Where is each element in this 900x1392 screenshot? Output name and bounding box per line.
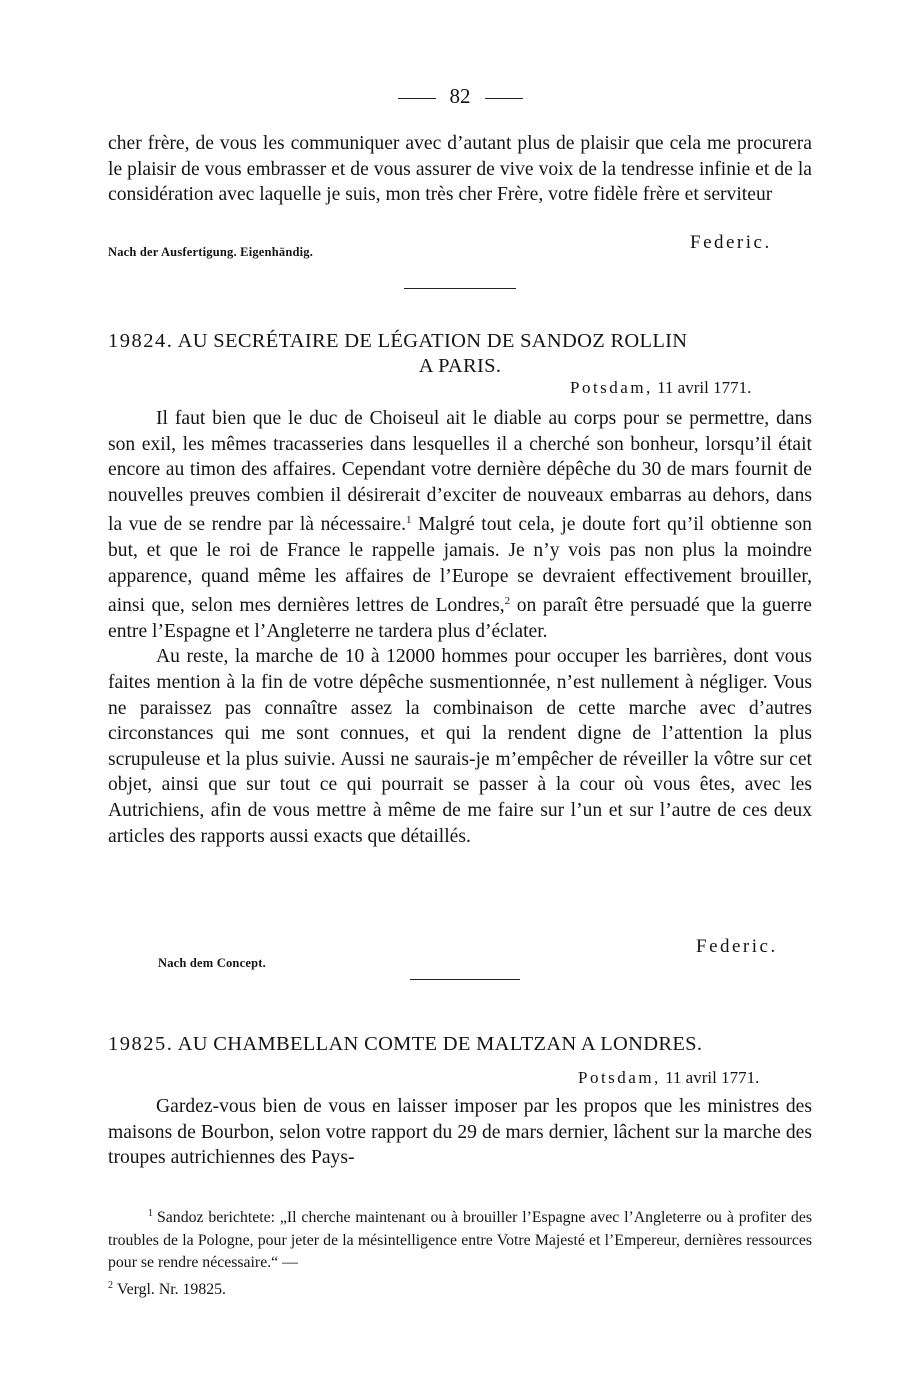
page-number-dash-right — [485, 98, 523, 99]
footnote-ref-2: 2 — [504, 595, 511, 608]
letter-19824-paragraph-2: Au reste, la marche de 10 à 12000 hommes pour occuper les barrières, dont vous faites mention à la fin de votre dépêche susmentionnée, n’est nullement à négliger. Vous ne paraissez pas connaître assez la combinaison de cette marche avec d’autres circonstances qui me sont connues, et qui la rendent digne de l’attention la plus scrupuleuse et la plus suivie. Aussi ne saurais-je m’empêcher de réveiller la vôtre sur cet objet, ainsi que sur tout ce qui pourrait se passer à la cour où vous êtes, avec les Autrichiens, afin de vous mettre à même de me faire sur l’un et sur l’autre de ces deux articles des rapports aussi exacts que détaillés. — [108, 646, 812, 847]
continuation-paragraph: cher frère, de vous les communiquer avec d’autant plus de plaisir que cela me procurera le plaisir de vous embrasser et de vous assurer de vive voix de la tendresse infinie et de la considération avec laquelle je suis, mon très cher Frère, votre fidèle frère et serviteur — [108, 133, 812, 206]
letter-19825-body — [108, 1094, 812, 1171]
letter-19824-source-note: Nach dem Concept. — [158, 956, 266, 970]
footnote-2 — [108, 1275, 812, 1302]
letter-19824-body — [108, 406, 812, 849]
page-number-value: 82 — [449, 84, 471, 108]
page-number-dash-left — [398, 98, 436, 99]
footnote-2-text: Vergl. Nr. 19825. — [117, 1280, 226, 1298]
letter-19824-heading — [108, 330, 812, 353]
letter-number: 19825. — [108, 1033, 174, 1055]
dateline-place: Potsdam, — [570, 378, 653, 397]
continuation-signature: Federic. — [690, 232, 772, 253]
footnote-2-mark: 2 — [108, 1279, 113, 1291]
section-divider-1 — [404, 288, 516, 289]
page-number — [108, 84, 812, 109]
dateline-place: Potsdam, — [578, 1068, 661, 1087]
letter-number: 19824. — [108, 330, 174, 352]
dateline-date: 11 avril 1771. — [657, 378, 752, 397]
continuation-section — [108, 131, 812, 208]
continuation-source-note: Nach der Ausfertigung. Eigenhändig. — [108, 245, 314, 259]
paragraph-text: Malgré tout cela, je doute fort qu’il obtienne son but, et que le roi de France le rappelle jamais. Je n’y vois pas non plus la moindre apparence, quand même les affaires de l’Europe se devraient effectivement brouiller, ainsi que, selon mes dernières lettres de Londres, — [108, 514, 812, 617]
footnote-ref-1: 1 — [406, 514, 412, 527]
section-divider-2 — [410, 979, 520, 980]
letter-recipient: AU SECRÉTAIRE DE LÉGATION DE SANDOZ ROLLIN — [177, 330, 688, 352]
letter-19824-paragraph-1 — [108, 406, 812, 644]
paragraph-text: on paraît être persuadé que la guerre entre l’Espagne et l’Angleterre ne tardera plus d’éclater. — [108, 595, 813, 642]
letter-recipient: AU CHAMBELLAN COMTE DE MALTZAN A LONDRES. — [177, 1033, 703, 1055]
letter-19824-signature: Federic. — [696, 936, 778, 957]
letter-19825-dateline — [578, 1068, 759, 1088]
footnotes — [108, 1203, 812, 1301]
paragraph-text: Il faut bien que le duc de Choiseul ait le diable au corps pour se permettre, dans son exil, les mêmes tracasseries dans lesquelles il a cherché son bonheur, lorsqu’il était encore au timon des affaires. Cependant votre dernière dépêche du 30 de mars fournit de nouvelles preuves combien il désirerait d’exciter de nouveaux embarras au dehors, dans la vue de se rendre par là nécessaire. — [108, 408, 812, 536]
dateline-date: 11 avril 1771. — [665, 1068, 760, 1087]
letter-19825-heading — [108, 1033, 812, 1056]
footnote-1-text: Sandoz berichtete: „Il cherche maintenant ou à brouiller l’Espagne avec l’Angleterre ou à profiter des troubles de la Pologne, pour jeter de la mésintelligence entre Votre Majesté et l’Empereur, dernières ressources pour se rendre nécessaire.“ — — [108, 1209, 812, 1271]
letter-19824-dateline — [570, 378, 751, 398]
letter-19824-heading-line2: A PARIS. — [418, 355, 502, 377]
letter-19825-paragraph-1: Gardez-vous bien de vous en laisser imposer par les propos que les ministres des maisons de Bourbon, selon votre rapport du 29 de mars dernier, lâchent sur la marche des troupes autrichiennes des Pays- — [108, 1096, 812, 1169]
footnote-1 — [108, 1203, 812, 1275]
footnote-1-mark: 1 — [148, 1208, 153, 1219]
